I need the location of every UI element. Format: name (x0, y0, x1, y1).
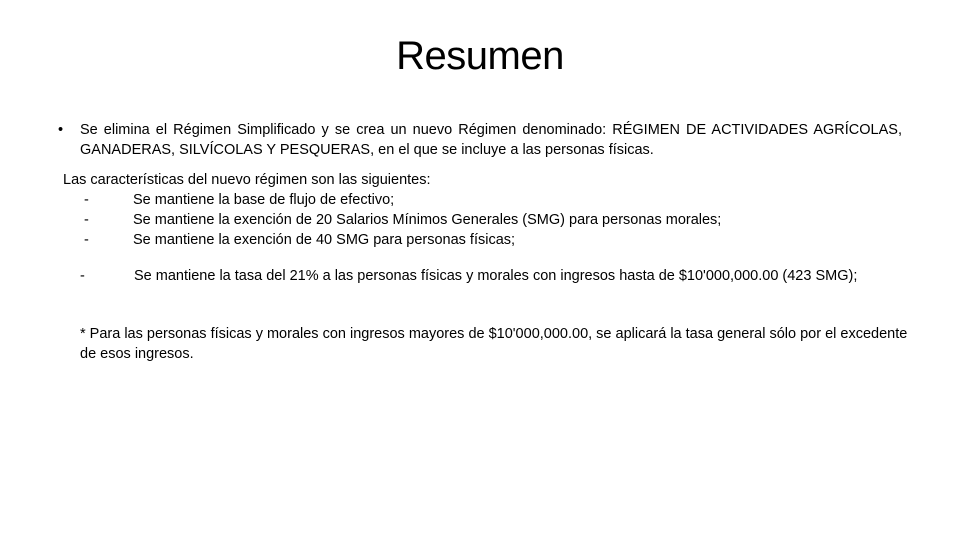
list-item-marker: - (80, 268, 85, 284)
list-item-text: Se mantiene la exención de 20 Salarios Mínimos Generales (SMG) para personas morales; (133, 212, 722, 228)
list-item-rate (80, 266, 900, 286)
list-item (63, 210, 903, 230)
slide-title: Resumen (396, 34, 564, 78)
bullet-paragraph (58, 120, 902, 160)
list-item-marker: - (84, 212, 89, 228)
list-item (63, 190, 903, 210)
bullet-text: Se elimina el Régimen Simplificado y se crea un nuevo Régimen denominado: RÉGIMEN DE ACTIVIDADES AGRÍCOLAS, GANADERAS, SILVÍCOLAS Y PESQUERAS, en el que se incluye a las personas físicas. (80, 122, 902, 158)
footnote: * Para las personas físicas y morales con ingresos mayores de $10'000,000.00, se aplicará la tasa general sólo por el excedente de esos ingresos. (80, 326, 908, 362)
list-item-text: Se mantiene la base de flujo de efectivo; (133, 192, 395, 208)
list-item-text: Se mantiene la exención de 40 SMG para personas físicas; (133, 232, 516, 248)
list-item-marker: - (84, 192, 89, 208)
list-item (63, 230, 903, 250)
list-item-text: Se mantiene la tasa del 21% a las personas físicas y morales con ingresos hasta de $10'000,000.00 (423 SMG); (134, 268, 858, 284)
features-intro: Las características del nuevo régimen son las siguientes: (63, 172, 431, 188)
list-item-marker: - (84, 232, 89, 248)
features-list (63, 170, 903, 250)
bullet-marker: • (58, 122, 64, 138)
